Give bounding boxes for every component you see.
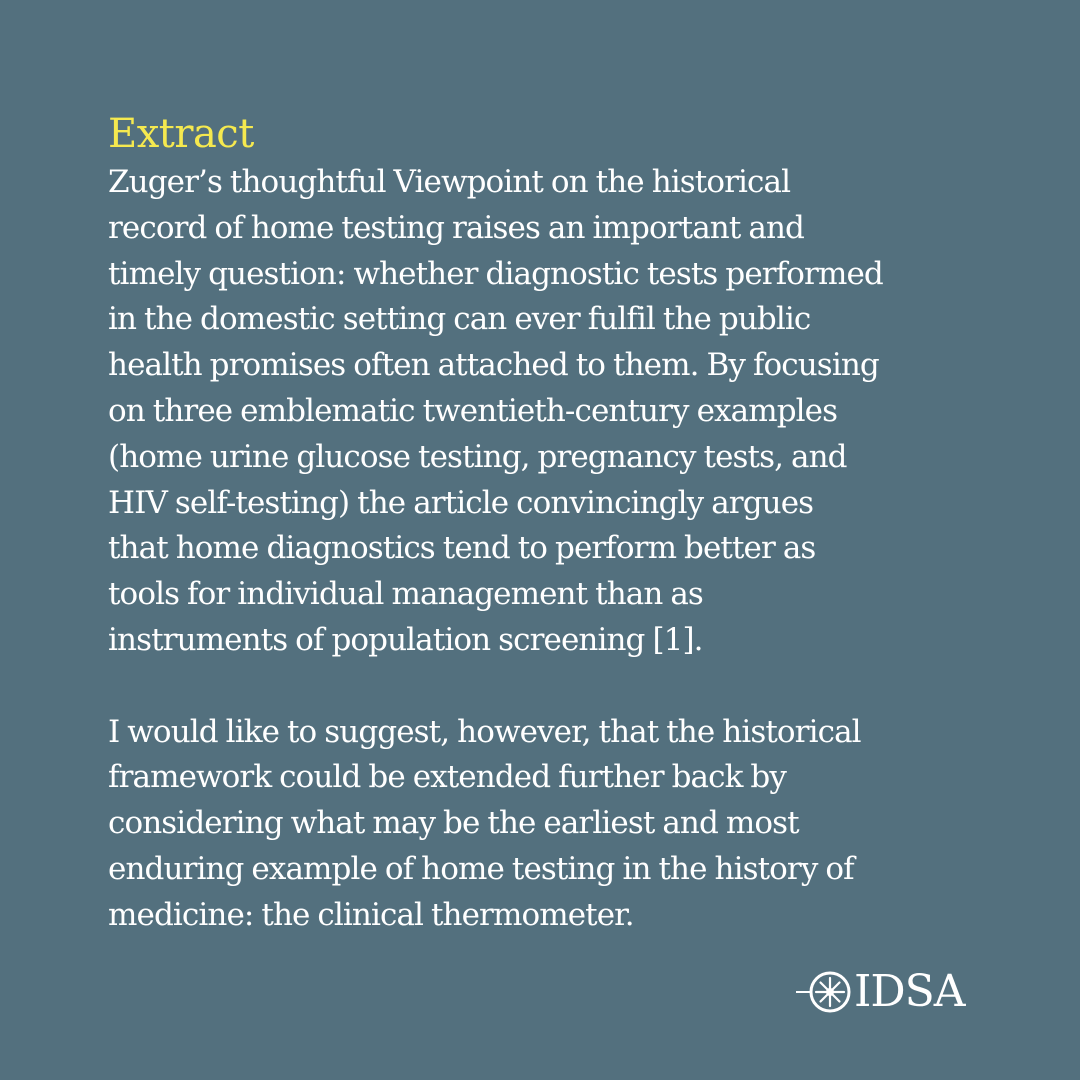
paragraph-spacer	[108, 664, 988, 710]
paragraph-line: tools for individual management than as	[108, 576, 703, 613]
paragraph-line: on three emblematic twentieth-century examples	[108, 392, 838, 429]
paragraph-line: HIV self-testing) the article convincingly argues	[108, 484, 814, 521]
idsa-logo	[796, 966, 965, 1018]
paragraph-line: enduring example of home testing in the history of	[108, 850, 854, 887]
paragraph-line: considering what may be the earliest and most	[108, 805, 799, 842]
starburst-icon	[796, 970, 852, 1014]
paragraph-line: medicine: the clinical thermometer.	[108, 896, 634, 933]
extract-text-block	[108, 108, 988, 939]
paragraph-line: health promises often attached to them. By focusing	[108, 347, 879, 384]
paragraph-1	[108, 160, 988, 664]
paragraph-line: (home urine glucose testing, pregnancy tests, and	[108, 438, 847, 475]
idsa-logo-text: IDSA	[854, 966, 965, 1017]
paragraph-line: record of home testing raises an important and	[108, 209, 804, 246]
paragraph-line: instruments of population screening [1].	[108, 621, 703, 658]
paragraph-line: in the domestic setting can ever fulfil the public	[108, 301, 811, 338]
paragraph-line: I would like to suggest, however, that the historical	[108, 713, 861, 750]
paragraph-line: framework could be extended further back by	[108, 759, 786, 796]
paragraph-2	[108, 710, 988, 939]
extract-heading: Extract	[108, 111, 254, 157]
paragraph-line: Zuger’s thoughtful Viewpoint on the historical	[108, 164, 791, 200]
paragraph-line: that home diagnostics tend to perform better as	[108, 530, 816, 567]
paragraph-line: timely question: whether diagnostic tests performed	[108, 255, 883, 292]
